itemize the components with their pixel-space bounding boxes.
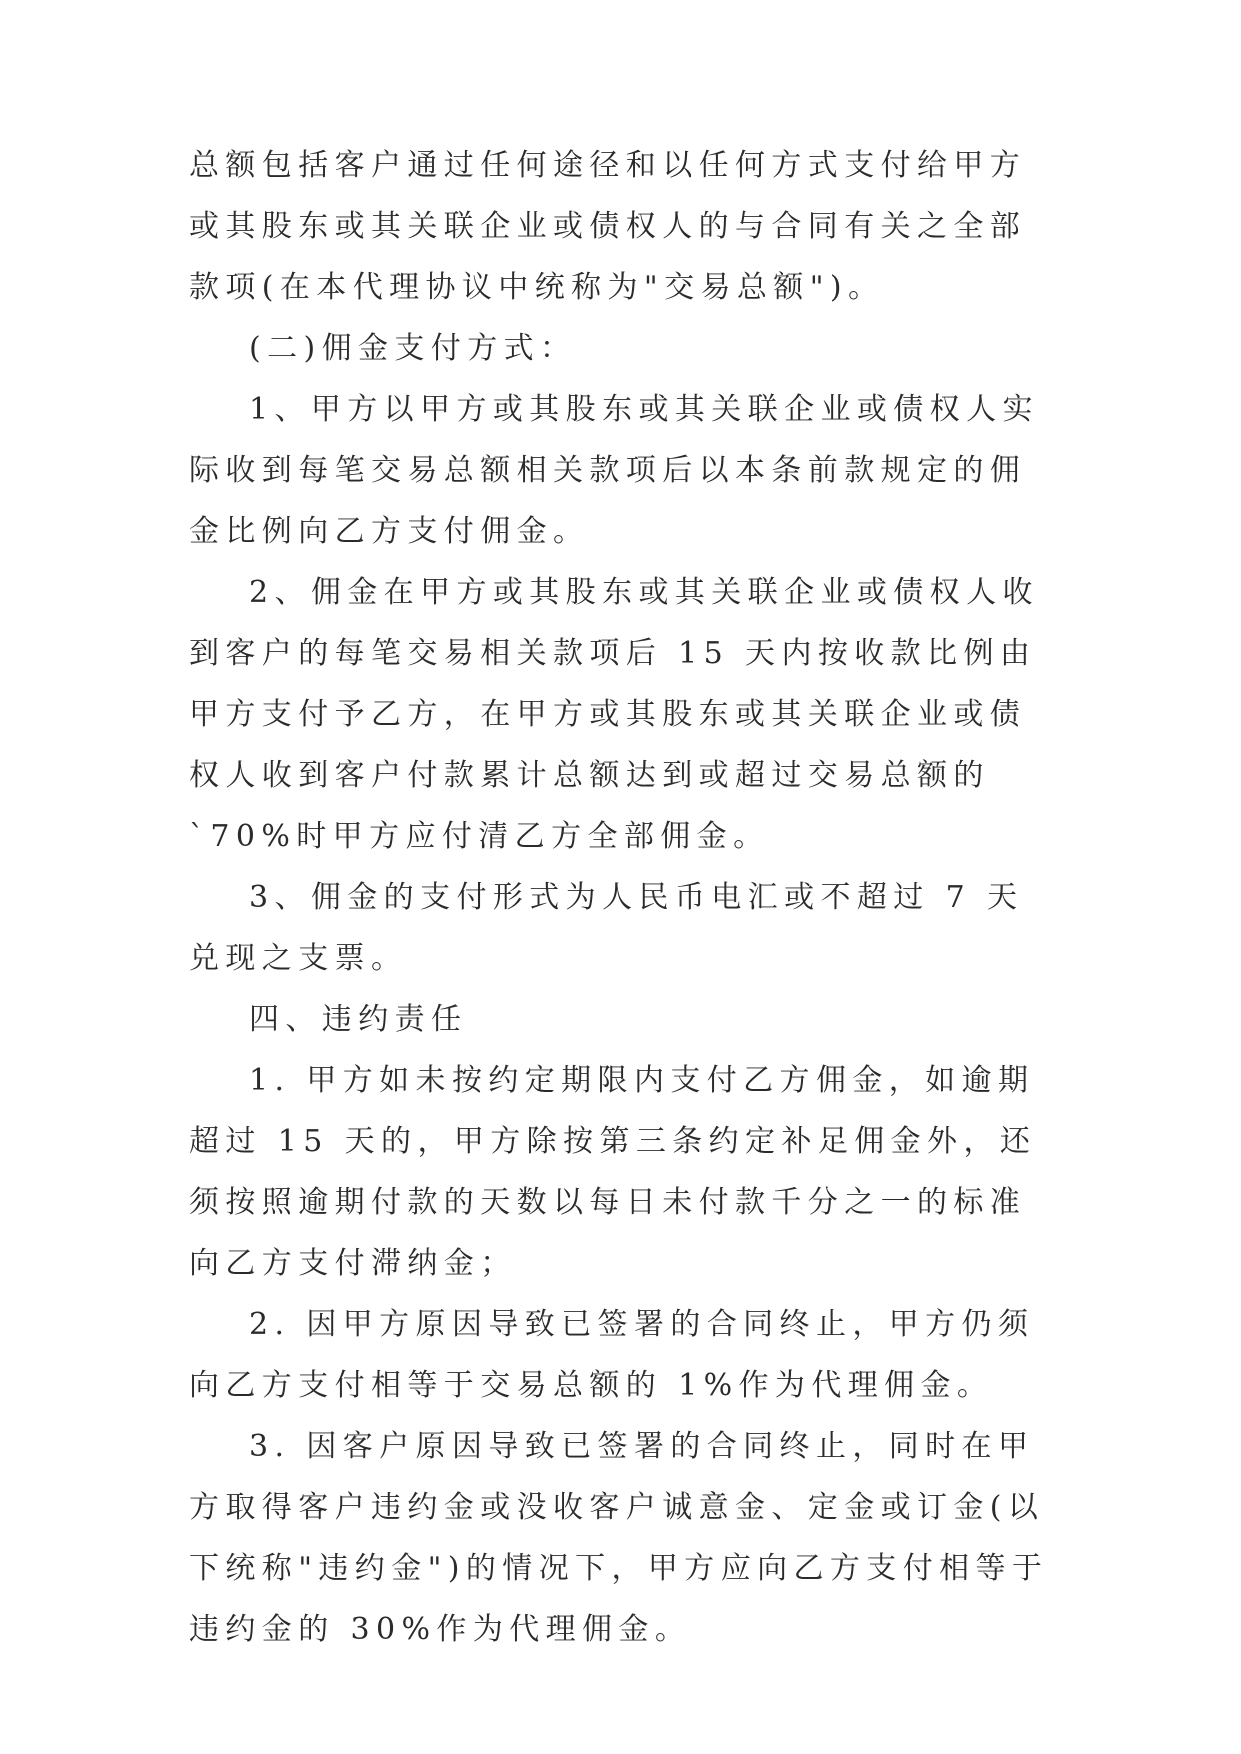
paragraph-total-amount-definition: 总额包括客户通过任何途径和以任何方式支付给甲方或其股东或其关联企业或债权人的与合同有关之全部款项(在本代理协议中统称为"交易总额")。 bbox=[189, 148, 1027, 305]
clause-payment-2: 2、佣金在甲方或其股东或其关联企业或债权人收到客户的每笔交易相关款项后 15 天内按收款比例由甲方支付予乙方，在甲方或其股东或其关联企业或债权人收到客户付款累计总额达到或超过交易总额的`70%时甲方应付清乙方全部佣金。 bbox=[189, 575, 1039, 854]
clause-breach-3: 3. 因客户原因导致已签署的合同终止，同时在甲方取得客户违约金或没收客户诚意金、定金或订金(以下统称"违约金")的情况下，甲方应向乙方支付相等于违约金的 30%作为代理佣金。 bbox=[189, 1429, 1049, 1647]
clause-payment-1: 1、甲方以甲方或其股东或其关联企业或债权人实际收到每笔交易总额相关款项后以本条前款规定的佣金比例向乙方支付佣金。 bbox=[189, 392, 1039, 549]
clause-breach-1: 1. 甲方如未按约定期限内支付乙方佣金，如逾期超过 15 天的，甲方除按第三条约定补足佣金外，还须按照逾期付款的天数以每日未付款千分之一的标准向乙方支付滞纳金； bbox=[189, 1063, 1037, 1281]
heading-commission-payment-method: (二)佣金支付方式： bbox=[249, 331, 577, 366]
clause-payment-3: 3、佣金的支付形式为人民币电汇或不超过 7 天兑现之支票。 bbox=[189, 880, 1024, 976]
heading-breach-liability: 四、违约责任 bbox=[249, 1002, 468, 1037]
clause-breach-2: 2. 因甲方原因导致已签署的合同终止，甲方仍须向乙方支付相等于交易总额的 1%作为代理佣金。 bbox=[189, 1307, 1035, 1403]
document-body bbox=[189, 135, 1055, 1660]
